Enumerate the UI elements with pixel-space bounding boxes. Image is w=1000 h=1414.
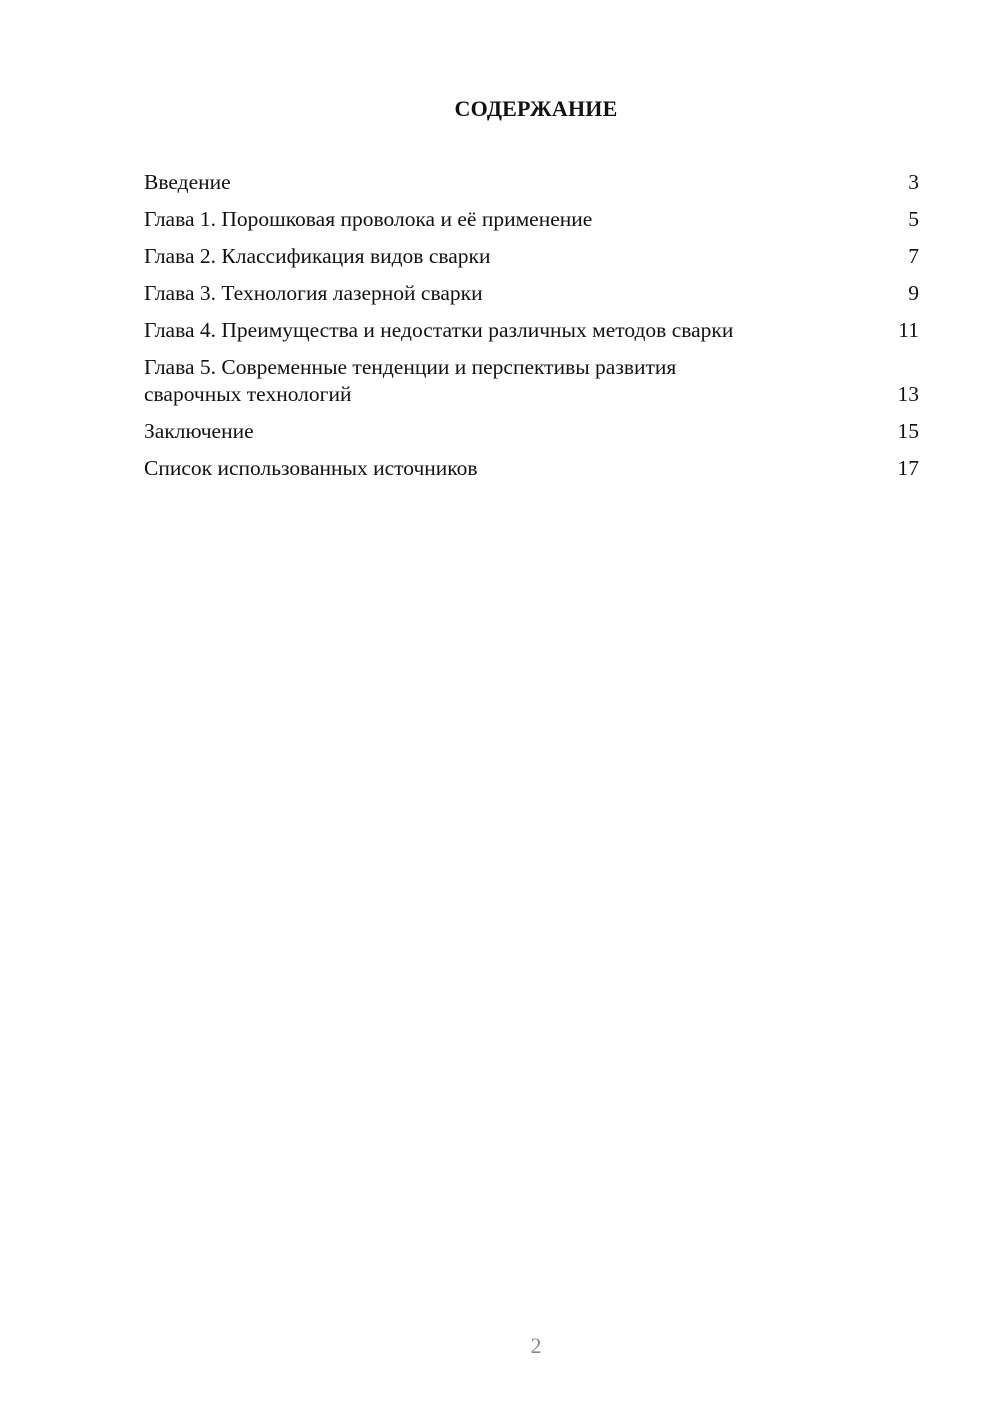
toc-entry-page: 3 (908, 170, 919, 194)
toc-entry-label: Глава 2. Классификация видов сварки (144, 244, 491, 268)
toc-entry (144, 169, 919, 196)
toc-entry-label: Глава 5. Современные тенденции и перспективы развития сварочных технологий (144, 355, 677, 406)
toc-entry-page: 7 (908, 244, 919, 268)
toc-entry-label: Список использованных источников (144, 456, 478, 480)
toc-entry-label: Глава 3. Технология лазерной сварки (144, 281, 483, 305)
table-of-contents (144, 169, 919, 492)
toc-entry-page: 11 (898, 318, 919, 342)
toc-entry-page: 9 (908, 281, 919, 305)
toc-entry (144, 243, 919, 270)
toc-entry-page: 13 (897, 382, 919, 406)
page-number: 2 (530, 1333, 542, 1358)
toc-entry (144, 455, 919, 482)
toc-entry (144, 418, 919, 445)
toc-entry-label: Заключение (144, 419, 254, 443)
toc-entry (144, 354, 919, 408)
toc-entry (144, 280, 919, 307)
toc-title: СОДЕРЖАНИЕ (454, 96, 618, 121)
toc-entry-label: Введение (144, 170, 231, 194)
toc-entry (144, 206, 919, 233)
toc-entry-page: 17 (897, 456, 919, 480)
toc-entry-label: Глава 4. Преимущества и недостатки различных методов сварки (144, 318, 734, 342)
toc-entry (144, 317, 919, 344)
toc-entry-page: 15 (897, 419, 919, 443)
toc-entry-label: Глава 1. Порошковая проволока и её применение (144, 207, 593, 231)
toc-entry-page: 5 (908, 207, 919, 231)
